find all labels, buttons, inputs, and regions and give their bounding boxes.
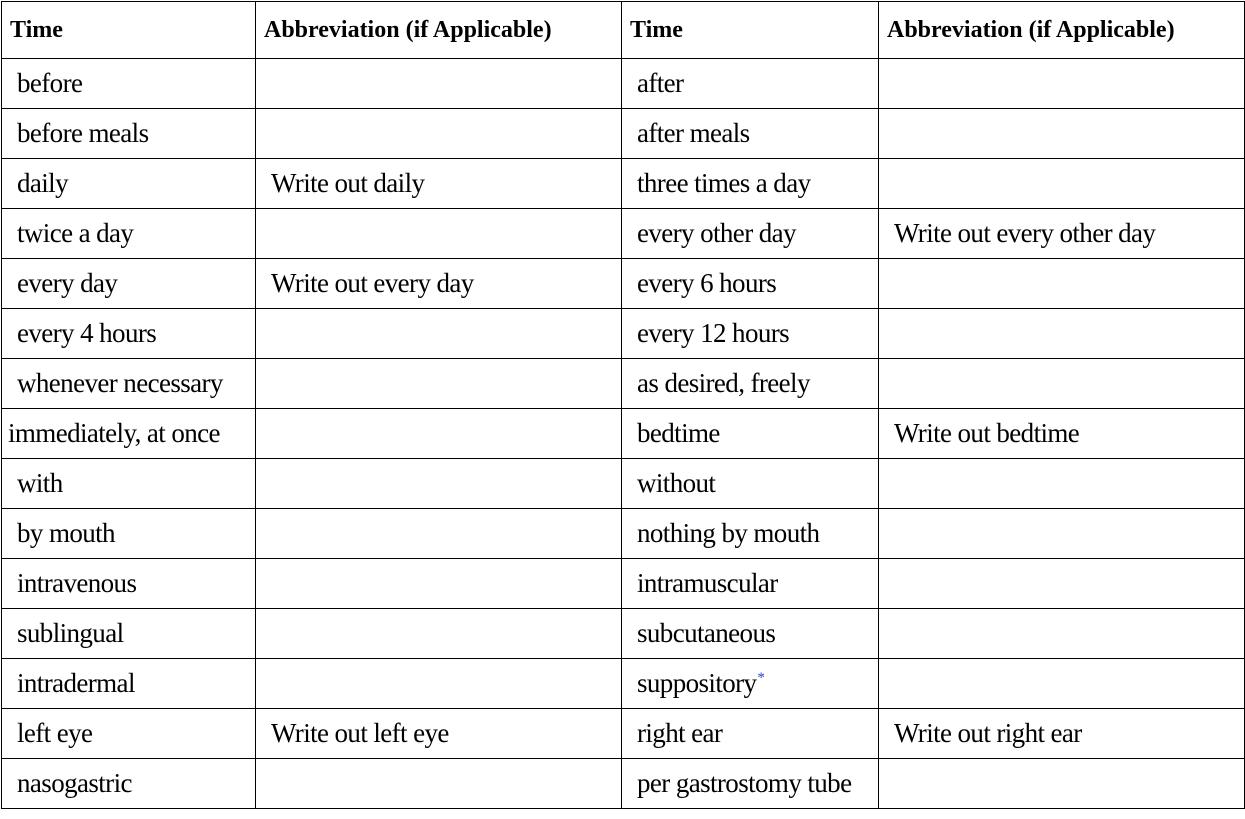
abbreviation-cell bbox=[256, 309, 622, 359]
time-cell: left eye bbox=[2, 709, 256, 759]
header-abbreviation-left: Abbreviation (if Applicable) bbox=[256, 2, 622, 59]
abbreviation-cell bbox=[879, 259, 1245, 309]
table-row bbox=[2, 209, 1245, 259]
time-cell: by mouth bbox=[2, 509, 256, 559]
abbreviation-cell bbox=[879, 459, 1245, 509]
table-row bbox=[2, 509, 1245, 559]
abbreviation-cell bbox=[256, 759, 622, 809]
header-time-right: Time bbox=[622, 2, 879, 59]
abbreviation-cell bbox=[879, 309, 1245, 359]
table-row bbox=[2, 709, 1245, 759]
time-cell: after bbox=[622, 59, 879, 109]
table-row bbox=[2, 459, 1245, 509]
time-cell: without bbox=[622, 459, 879, 509]
table-row bbox=[2, 159, 1245, 209]
abbreviations-table bbox=[1, 1, 1245, 809]
abbreviation-cell bbox=[879, 159, 1245, 209]
header-row bbox=[2, 2, 1245, 59]
time-cell: nothing by mouth bbox=[622, 509, 879, 559]
time-cell: nasogastric bbox=[2, 759, 256, 809]
suppository-label: suppository bbox=[637, 668, 757, 698]
time-cell: subcutaneous bbox=[622, 609, 879, 659]
time-cell: every 6 hours bbox=[622, 259, 879, 309]
time-cell: every day bbox=[2, 259, 256, 309]
abbreviation-cell bbox=[879, 509, 1245, 559]
time-cell: as desired, freely bbox=[622, 359, 879, 409]
table-row bbox=[2, 359, 1245, 409]
table-row bbox=[2, 559, 1245, 609]
time-cell: intradermal bbox=[2, 659, 256, 709]
time-cell: twice a day bbox=[2, 209, 256, 259]
table-row bbox=[2, 309, 1245, 359]
abbreviation-cell bbox=[256, 459, 622, 509]
abbreviation-cell bbox=[879, 759, 1245, 809]
time-cell: bedtime bbox=[622, 409, 879, 459]
time-cell: daily bbox=[2, 159, 256, 209]
table-row bbox=[2, 659, 1245, 709]
time-cell: every other day bbox=[622, 209, 879, 259]
time-cell: whenever necessary bbox=[2, 359, 256, 409]
abbreviation-cell bbox=[879, 609, 1245, 659]
time-cell: with bbox=[2, 459, 256, 509]
abbreviation-cell: Write out right ear bbox=[879, 709, 1245, 759]
abbreviation-cell bbox=[879, 359, 1245, 409]
time-cell: per gastrostomy tube bbox=[622, 759, 879, 809]
abbreviation-cell bbox=[879, 109, 1245, 159]
table-row bbox=[2, 609, 1245, 659]
time-cell: immediately, at once bbox=[2, 409, 256, 459]
time-cell: every 4 hours bbox=[2, 309, 256, 359]
table-row bbox=[2, 259, 1245, 309]
table-row bbox=[2, 759, 1245, 809]
time-cell: intravenous bbox=[2, 559, 256, 609]
footnote-marker[interactable]: * bbox=[757, 670, 765, 686]
abbreviation-cell bbox=[256, 209, 622, 259]
abbreviation-cell: Write out every other day bbox=[879, 209, 1245, 259]
time-cell: sublingual bbox=[2, 609, 256, 659]
abbreviation-cell bbox=[256, 109, 622, 159]
time-cell: after meals bbox=[622, 109, 879, 159]
abbreviation-cell bbox=[256, 659, 622, 709]
abbreviation-cell bbox=[879, 559, 1245, 609]
abbreviation-cell bbox=[879, 659, 1245, 709]
abbreviation-cell bbox=[256, 559, 622, 609]
table-row bbox=[2, 109, 1245, 159]
abbreviation-cell bbox=[256, 409, 622, 459]
time-cell: right ear bbox=[622, 709, 879, 759]
time-cell: intramuscular bbox=[622, 559, 879, 609]
time-cell: before meals bbox=[2, 109, 256, 159]
time-cell bbox=[622, 659, 879, 709]
header-abbreviation-right: Abbreviation (if Applicable) bbox=[879, 2, 1245, 59]
abbreviation-cell bbox=[256, 509, 622, 559]
time-cell: before bbox=[2, 59, 256, 109]
abbreviation-cell bbox=[256, 59, 622, 109]
abbreviation-cell bbox=[256, 609, 622, 659]
abbreviation-cell bbox=[256, 359, 622, 409]
table-row bbox=[2, 409, 1245, 459]
time-cell: every 12 hours bbox=[622, 309, 879, 359]
abbreviation-cell: Write out daily bbox=[256, 159, 622, 209]
table-row bbox=[2, 59, 1245, 109]
abbreviation-cell: Write out left eye bbox=[256, 709, 622, 759]
abbreviation-cell: Write out bedtime bbox=[879, 409, 1245, 459]
abbreviation-cell: Write out every day bbox=[256, 259, 622, 309]
header-time-left: Time bbox=[2, 2, 256, 59]
abbreviation-cell bbox=[879, 59, 1245, 109]
time-cell: three times a day bbox=[622, 159, 879, 209]
